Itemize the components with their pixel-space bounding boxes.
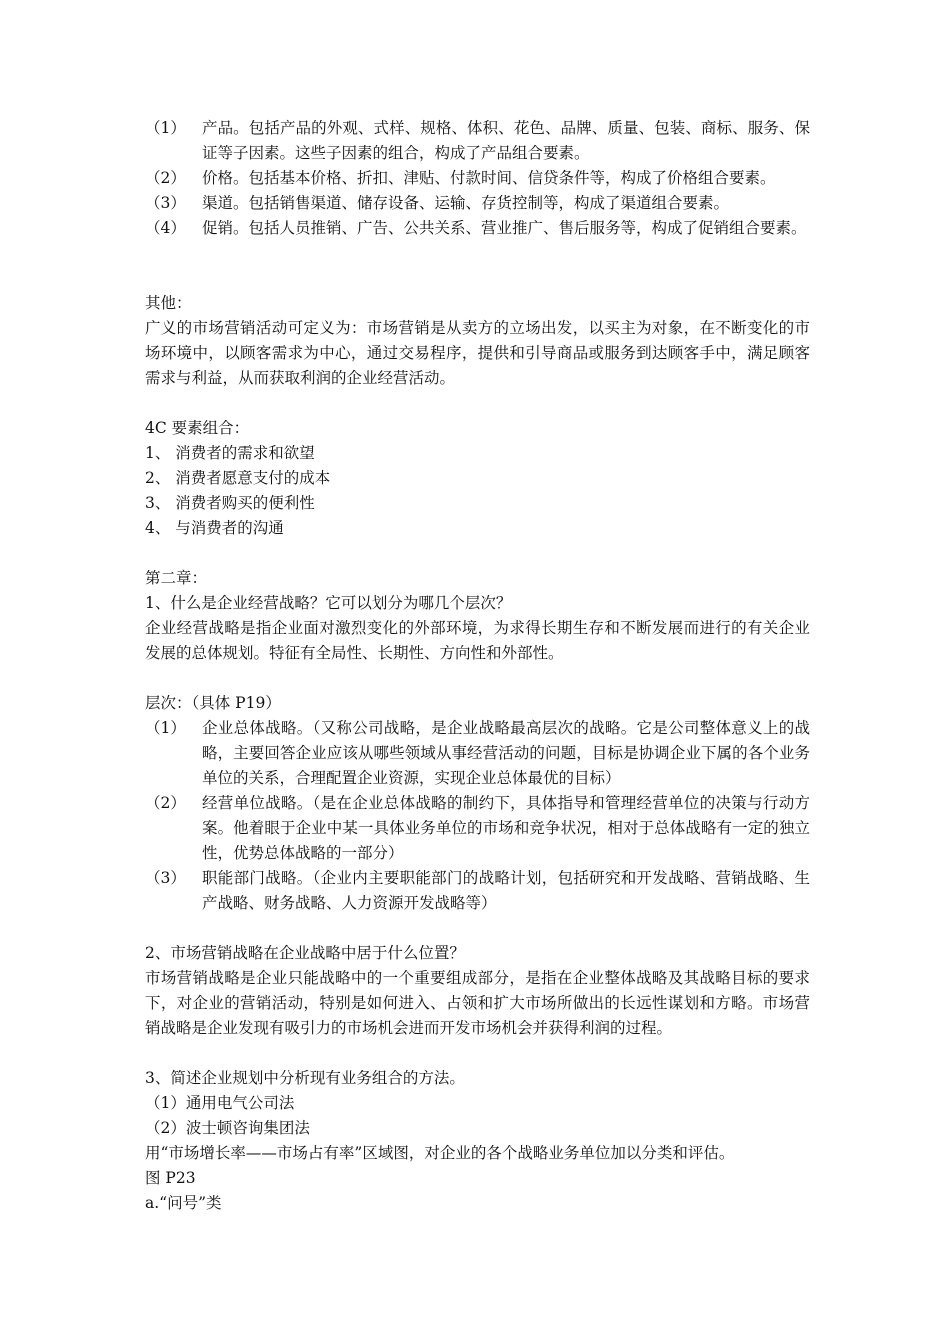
list-item	[145, 716, 810, 791]
list-item: 1、 消费者的需求和欲望	[145, 444, 315, 462]
list-text: 促销。包括人员推销、广告、公共关系、营业推广、售后服务等，构成了促销组合要素。	[202, 219, 807, 237]
list-item	[145, 166, 810, 191]
method-2-description: 用“市场增长率——市场占有率”区域图，对企业的各个战略业务单位加以分类和评估。	[145, 1144, 735, 1162]
answer-2: 市场营销战略是企业只能战略中的一个重要组成部分，是指在企业整体战略及其战略目标的要求下，对企业的营销活动，特别是如何进入、占领和扩大市场所做出的长远性谋划和方略。市场营销战略是企业发现有吸引力的市场机会进而开发市场机会并获得利润的过程。	[145, 969, 810, 1037]
list-number: （2）	[145, 169, 186, 187]
list-item	[145, 866, 810, 916]
paragraph-definition: 广义的市场营销活动可定义为：市场营销是从卖方的立场出发，以买主为对象，在不断变化的市场环境中，以顾客需求为中心，通过交易程序，提供和引导商品或服务到达顾客手中，满足顾客需求与利益，从而获取利润的企业经营活动。	[145, 319, 810, 387]
list-text: 经营单位战略。（是在企业总体战略的制约下，具体指导和管理经营单位的决策与行动方案。他着眼于企业中某一具体业务单位的市场和竞争状况，相对于总体战略有一定的独立性，优势总体战略的一部分）	[202, 794, 810, 862]
question-3: 3、简述企业规划中分析现有业务组合的方法。	[145, 1069, 465, 1087]
figure-reference: 图 P23	[145, 1169, 196, 1187]
list-number: （4）	[145, 219, 186, 237]
list-item	[145, 791, 810, 866]
section-heading-other: 其他：	[145, 294, 192, 312]
method-1: （1）通用电气公司法	[145, 1094, 295, 1112]
list-item: 4、 与消费者的沟通	[145, 519, 284, 537]
list-number: （3）	[145, 194, 186, 212]
list-number: （2）	[145, 794, 186, 812]
category-item: a.“问号”类	[145, 1194, 222, 1212]
list-item	[145, 216, 810, 241]
list-text: 渠道。包括销售渠道、储存设备、运输、存货控制等，构成了渠道组合要素。	[202, 194, 730, 212]
section-heading-4c: 4C 要素组合：	[145, 419, 250, 437]
list-number: （1）	[145, 119, 186, 137]
list-item	[145, 191, 810, 216]
method-2: （2）波士顿咨询集团法	[145, 1119, 310, 1137]
list-number: （3）	[145, 869, 186, 887]
list-item	[145, 116, 810, 166]
document-body	[145, 116, 810, 1216]
list-text: 企业总体战略。（又称公司战略，是企业战略最高层次的战略。它是公司整体意义上的战略，主要回答企业应该从哪些领域从事经营活动的问题，目标是协调企业下属的各个业务单位的关系，合理配置企业资源，实现企业总体最优的目标）	[202, 719, 810, 787]
list-number: （1）	[145, 719, 186, 737]
list-text: 价格。包括基本价格、折扣、津贴、付款时间、信贷条件等，构成了价格组合要素。	[202, 169, 776, 187]
answer-1: 企业经营战略是指企业面对激烈变化的外部环境，为求得长期生存和不断发展而进行的有关企业发展的总体规划。特征有全局性、长期性、方向性和外部性。	[145, 619, 810, 662]
chapter-heading: 第二章：	[145, 569, 208, 587]
list-item: 2、 消费者愿意支付的成本	[145, 469, 331, 487]
list-text: 产品。包括产品的外观、式样、规格、体积、花色、品牌、质量、包装、商标、服务、保证等子因素。这些子因素的组合，构成了产品组合要素。	[202, 119, 810, 162]
question-2: 2、市场营销战略在企业战略中居于什么位置？	[145, 944, 465, 962]
list-text: 职能部门战略。（企业内主要职能部门的战略计划，包括研究和开发战略、营销战略、生产战略、财务战略、人力资源开发战略等）	[202, 869, 810, 912]
question-1: 1、什么是企业经营战略？它可以划分为哪几个层次？	[145, 594, 512, 612]
list-item: 3、 消费者购买的便利性	[145, 494, 315, 512]
levels-heading: 层次：（具体 P19）	[145, 694, 281, 712]
